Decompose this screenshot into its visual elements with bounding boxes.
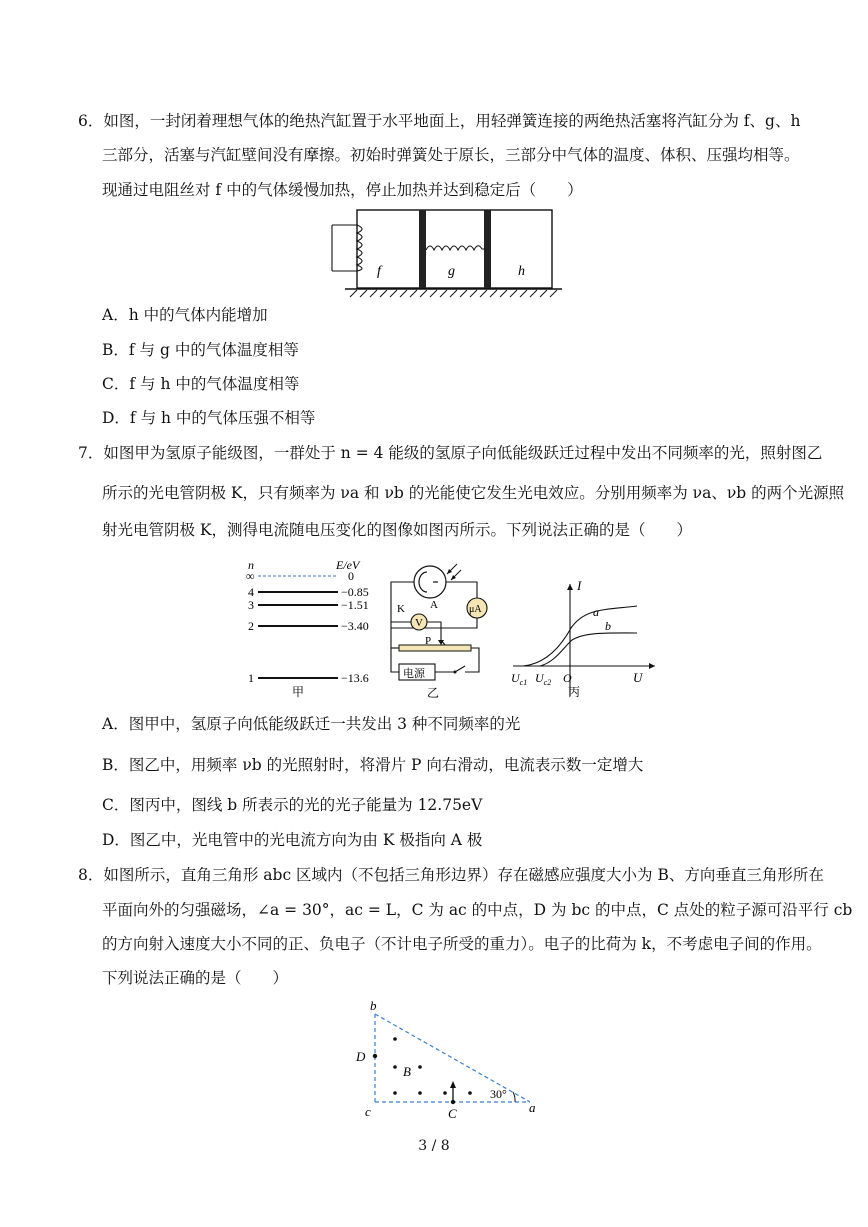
label-h: h	[518, 264, 525, 279]
axis-u-label: U	[633, 670, 643, 685]
q6-line-3: 现通过电阻丝对 f 中的气体缓慢加热，停止加热并达到稳定后（ ）	[102, 181, 583, 199]
q7-option-d: D．图乙中，光电管中的光电流方向为由 K 极指向 A 极	[102, 831, 483, 849]
axis-i-label: I	[577, 578, 582, 593]
q8-line-4: 下列说法正确的是（ ）	[102, 969, 289, 987]
q8-line-3: 的方向射入速度大小不同的正、负电子（不计电子所受的重力）。电子的比荷为 k，不考虑电子间的作用。	[102, 935, 822, 953]
caption-jia: 甲	[292, 685, 305, 699]
voltmeter-label: V	[415, 617, 423, 629]
page-number: 3 / 8	[418, 1138, 450, 1154]
angle-30-label: 30°	[490, 1087, 507, 1101]
origin-o-label: O	[563, 671, 572, 685]
level-e-3: −1.51	[341, 598, 369, 612]
field-b-label: B	[403, 1064, 411, 1079]
level-n-3: 3	[248, 598, 254, 612]
q6-option-c: C．f 与 h 中的气体温度相等	[102, 375, 300, 393]
level-e-inf: 0	[348, 569, 354, 583]
q6-option-d: D．f 与 h 中的气体压强不相等	[102, 409, 316, 427]
anode-a-label: A	[430, 599, 438, 611]
level-e-4: −0.85	[341, 585, 369, 599]
level-n-1: 1	[248, 671, 254, 685]
level-e-1: −13.6	[341, 671, 369, 685]
caption-yi: 乙	[427, 686, 440, 700]
q8-line-1: 8．如图所示，直角三角形 abc 区域内（不包括三角形边界）存在磁感应强度大小为 B、方向垂直三角形所在	[78, 866, 824, 884]
vertex-c-label: c	[365, 1104, 371, 1119]
level-e-2: −3.40	[341, 619, 369, 633]
curve-a-label: a	[593, 605, 599, 619]
slider-p-label: P	[425, 635, 432, 647]
q6-option-b: B．f 与 g 中的气体温度相等	[102, 341, 299, 359]
cathode-k-label: K	[397, 603, 405, 615]
q7-option-a: A．图甲中，氢原子向低能级跃迁一共发出 3 种不同频率的光	[102, 715, 521, 733]
level-n-4: 4	[248, 585, 254, 599]
q7-line-2: 所示的光电管阴极 K，只有频率为 νa 和 νb 的光能使它发生光电效应。分别用频率为 νa、νb 的两个光源照	[102, 484, 845, 502]
q7-line-3: 射光电管阴极 K，测得电流随电压变化的图像如图丙所示。下列说法正确的是（ ）	[102, 521, 693, 539]
curve-b-label: b	[605, 619, 611, 633]
energy-axis-label: E/eV	[336, 558, 360, 572]
caption-bing: 丙	[568, 685, 581, 699]
q8-line-2: 平面向外的匀强磁场，∠a = 30°，ac = L，C 为 ac 的中点，D 为 bc 的中点，C 点处的粒子源可沿平行 cb	[102, 901, 853, 919]
vertex-a-label: a	[529, 1100, 536, 1115]
uc2-label: $U_{c2}$	[535, 671, 552, 687]
q7-option-b: B．图乙中，用频率 νb 的光照射时，将滑片 P 向右滑动，电流表示数一定增大	[102, 756, 644, 774]
current-voltage-graph	[505, 578, 665, 703]
point-c-upper-label: C	[448, 1106, 457, 1121]
power-source-label: 电源	[403, 668, 425, 680]
label-g: g	[448, 264, 455, 279]
q6-cylinder-figure	[330, 205, 570, 300]
point-d-label: D	[356, 1049, 366, 1064]
q7-line-1: 7．如图甲为氢原子能级图，一群处于 n = 4 能级的氢原子向低能级跃迁过程中发出不同频率的光，照射图乙	[78, 444, 823, 462]
uc1-label: $U_{c1}$	[511, 671, 528, 687]
q6-option-a: A．h 中的气体内能增加	[102, 306, 268, 324]
microammeter-label: μA	[469, 604, 482, 615]
photoelectric-circuit	[385, 560, 505, 700]
magnetic-triangle-figure	[345, 1000, 555, 1125]
energy-level-diagram	[240, 555, 380, 700]
level-n-inf: ∞	[246, 569, 255, 583]
label-f: f	[377, 264, 381, 279]
level-n-2: 2	[248, 619, 254, 633]
q6-line-2: 三部分，活塞与汽缸壁间没有摩擦。初始时弹簧处于原长，三部分中气体的温度、体积、压强均相等。	[102, 146, 800, 164]
q6-line-1: 6．如图，一封闭着理想气体的绝热汽缸置于水平地面上，用轻弹簧连接的两绝热活塞将汽缸分为 f、g、h	[78, 112, 801, 130]
q7-option-c: C．图丙中，图线 b 所表示的光的光子能量为 12.75eV	[102, 796, 483, 814]
vertex-b-label: b	[370, 1000, 377, 1013]
n-axis-label: n	[248, 558, 254, 572]
